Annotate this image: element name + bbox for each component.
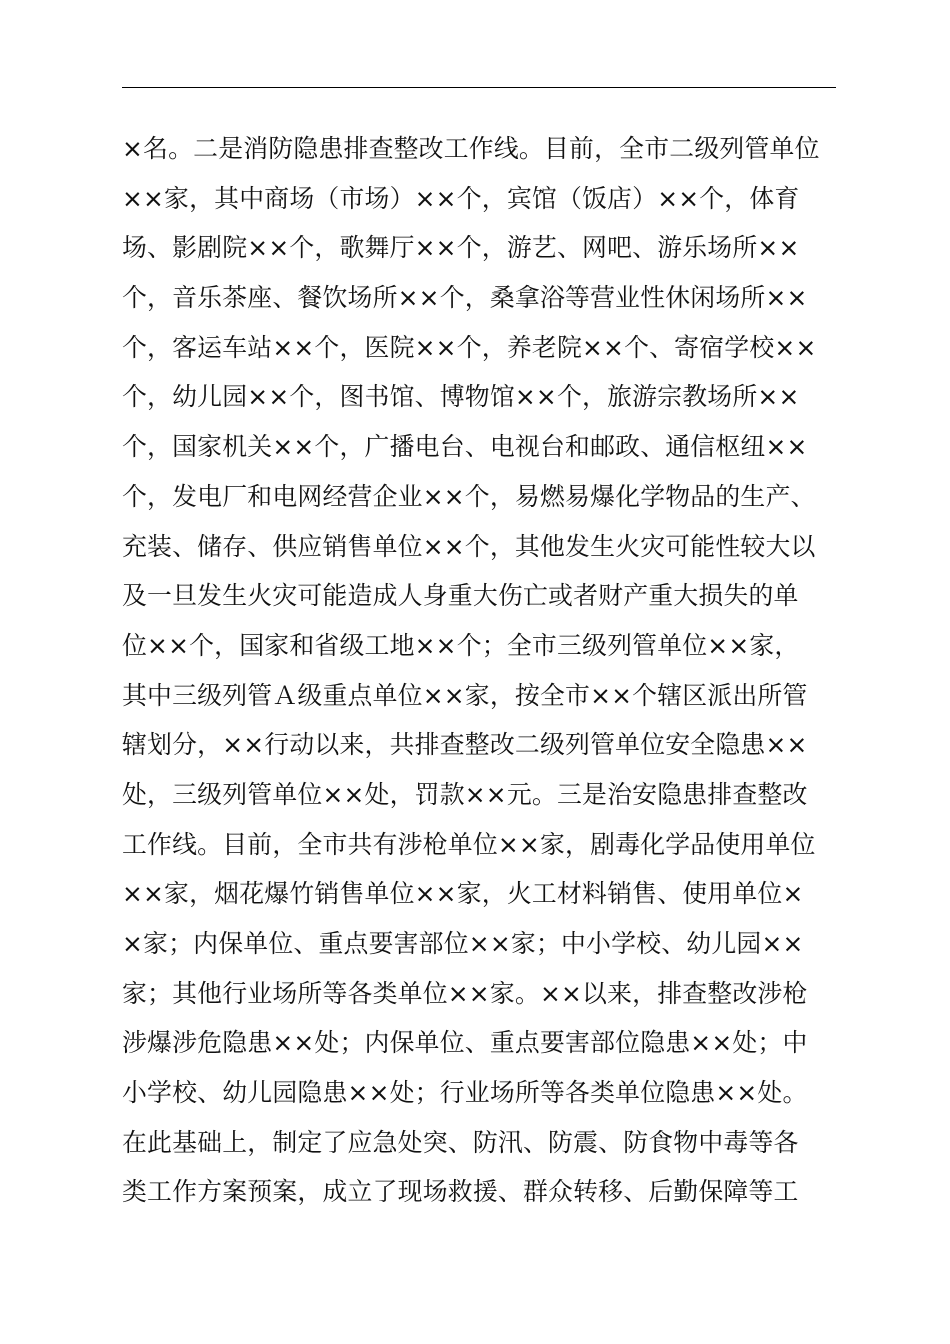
text-line: 个，客运车站××个，医院××个，养老院××个、寄宿学校×× [122,332,817,362]
text-line: 场、影剧院××个，歌舞厅××个，游艺、网吧、游乐场所×× [122,233,800,263]
text-line: 充装、储存、供应销售单位××个，其他发生火灾可能性较大以 [122,531,816,561]
text-line: 小学校、幼儿园隐患××处；行业场所等各类单位隐患××处。 [122,1078,808,1108]
text-line: ×名。二是消防隐患排查整改工作线。目前，全市二级列管单位 [122,134,820,163]
header-rule [122,87,836,88]
text-line: 家；其他行业场所等各类单位××家。××以来，排查整改涉枪 [122,978,808,1008]
text-line: 位××个，国家和省级工地××个；全市三级列管单位××家， [122,630,800,660]
text-line: 个，发电厂和电网经营企业××个，易燃易爆化学物品的生产、 [122,481,816,511]
text-line: 涉爆涉危隐患××处；内保单位、重点要害部位隐患××处；中 [122,1028,808,1058]
text-line: ××家，烟花爆竹销售单位××家，火工材料销售、使用单位× [122,879,804,909]
text-line: 及一旦发生火灾可能造成人身重大伤亡或者财产重大损失的单 [122,581,799,611]
text-line: 个，幼儿园××个，图书馆、博物馆××个，旅游宗教场所×× [122,382,800,412]
text-line: ××家，其中商场（市场）××个，宾馆（饭店）××个，体育 [122,183,800,213]
text-line: 在此基础上，制定了应急处突、防汛、防震、防食物中毒等各 [122,1127,799,1157]
text-line: 个，国家机关××个，广播电台、电视台和邮政、通信枢纽×× [122,432,808,462]
body-paragraph [122,124,842,1217]
text-line: 辖划分，××行动以来，共排查整改二级列管单位安全隐患×× [122,730,808,760]
text-line: 处，三级列管单位××处，罚款××元。三是治安隐患排查整改 [122,779,808,809]
text-line: 类工作方案预案，成立了现场救援、群众转移、后勤保障等工 [122,1177,799,1207]
text-line: 个，音乐茶座、餐饮场所××个，桑拿浴等营业性休闲场所×× [122,283,808,313]
text-line: ×家；内保单位、重点要害部位××家；中小学校、幼儿园×× [122,929,804,958]
text-line: 其中三级列管Ａ级重点单位××家，按全市××个辖区派出所管 [122,680,808,710]
text-line: 工作线。目前，全市共有涉枪单位××家，剧毒化学品使用单位 [122,829,816,859]
